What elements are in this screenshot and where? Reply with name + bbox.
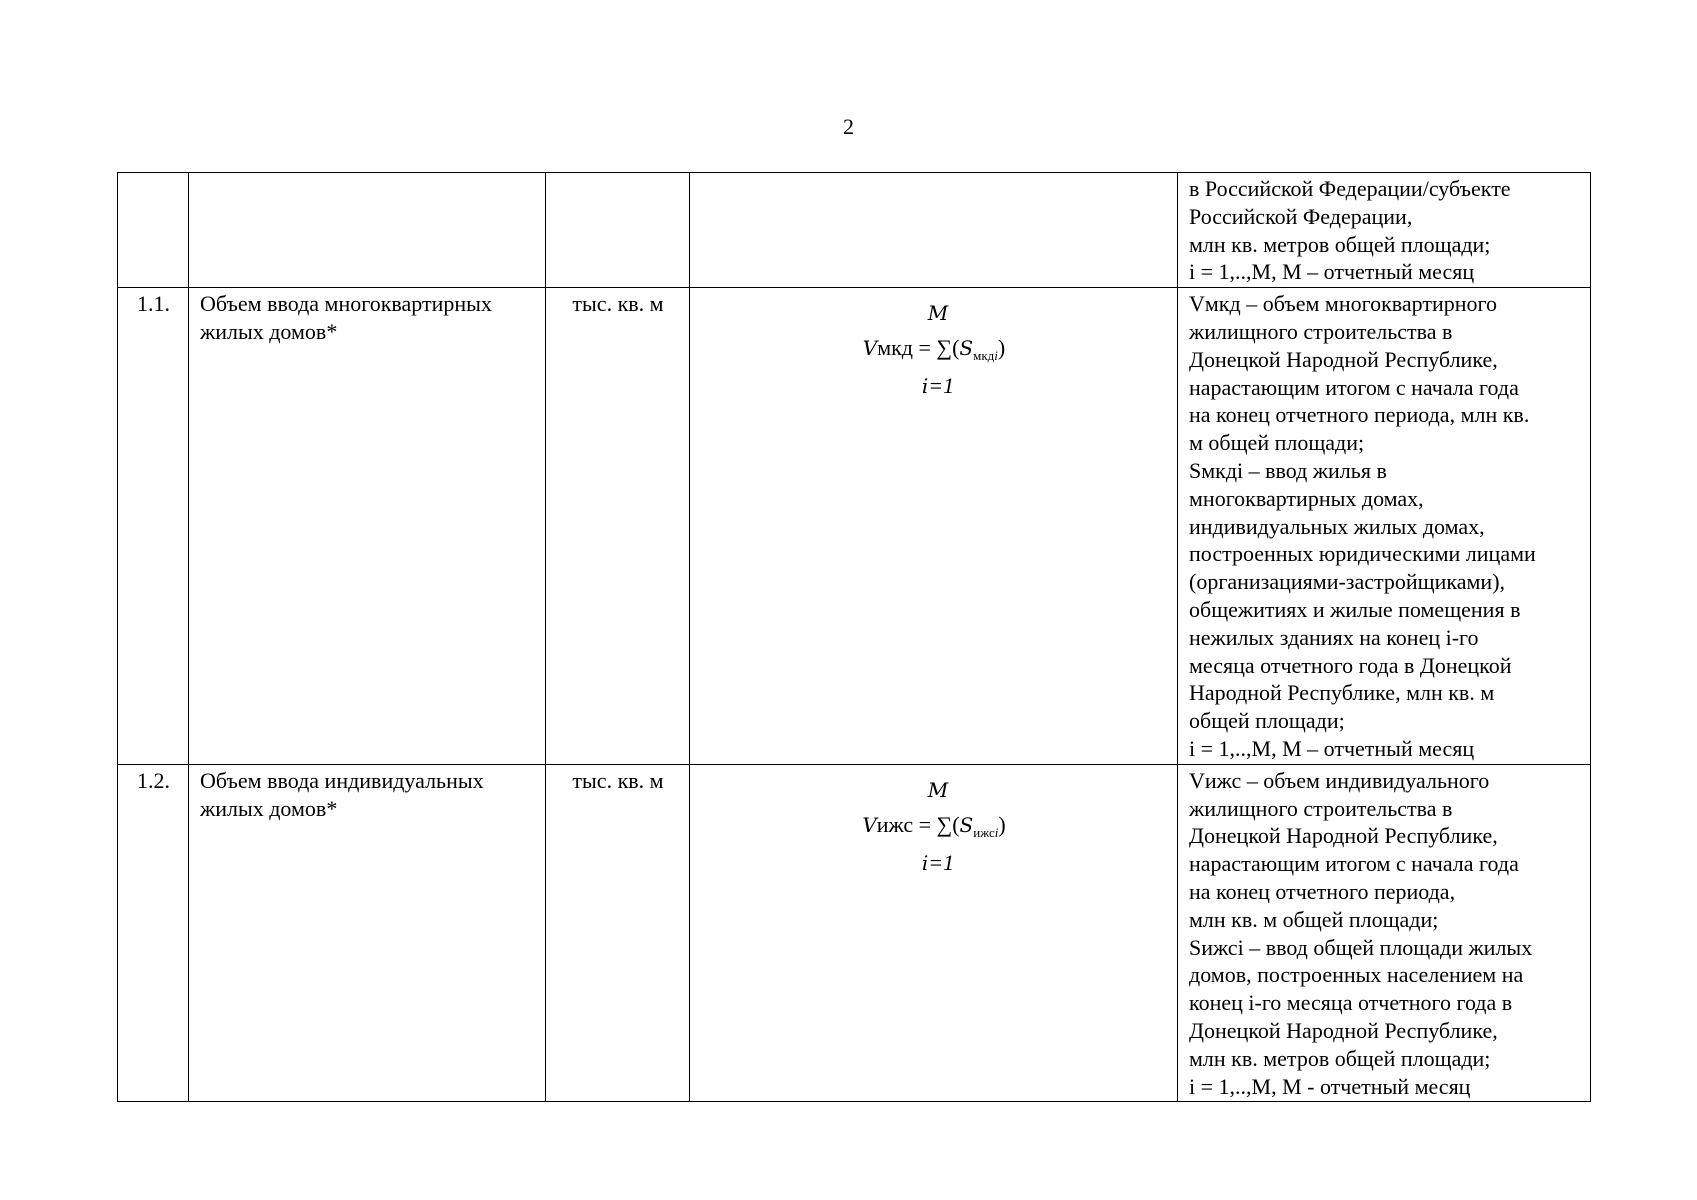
formula-upper-limit: M	[927, 301, 949, 326]
table-row-1-1	[118, 288, 1591, 765]
formula-main-line	[701, 805, 1167, 848]
description-line: Sмкдi – ввод жилья в	[1189, 457, 1387, 483]
cell-number: 1.1.	[118, 288, 189, 765]
formula-subscript-text: мкд	[973, 348, 995, 364]
formula-main-line	[701, 328, 1167, 371]
formula-lower-limit	[701, 848, 1167, 878]
formula-lower-limit	[701, 371, 1167, 401]
description-line: месяца отчетного года в Донецкой	[1189, 652, 1512, 678]
description-line: i = 1,..,M, М – отчетный месяц	[1189, 735, 1475, 761]
description-line: Vижс – объем индивидуального	[1189, 767, 1490, 793]
formula-lhs-variable: V	[862, 812, 877, 837]
cell-number	[118, 173, 189, 288]
formula-subscript-text: ижс	[973, 824, 995, 840]
cell-unit: тыс. кв. м	[546, 288, 690, 765]
name-line: Объем ввода многоквартирных	[200, 291, 492, 317]
description-line: i = 1,..,M, М – отчетный месяц	[1189, 259, 1475, 285]
description-line: общежитиях и жилые помещения в	[1189, 596, 1521, 622]
formula-lower-text: =1	[928, 373, 955, 399]
description-line: млн кв. м общей площади;	[1189, 906, 1439, 932]
formula-subscript	[973, 825, 998, 840]
description-line: Народной Республике, млн кв. м	[1189, 680, 1495, 706]
name-line: жилых домов*	[200, 318, 338, 344]
cell-number: 1.2.	[118, 764, 189, 1102]
formula-mkd	[701, 290, 1167, 401]
description-line: построенных юридическими лицами	[1189, 541, 1536, 567]
formula-sum-variable: S	[959, 812, 974, 837]
description-line: на конец отчетного периода,	[1189, 878, 1456, 904]
formula-izhs	[701, 767, 1167, 878]
description-line: млн кв. метров общей площади;	[1189, 231, 1491, 257]
formula-lower-variable: i	[921, 374, 929, 399]
formula-lhs-variable: V	[862, 336, 878, 361]
formula-lower-text: =1	[928, 849, 955, 875]
description-line: жилищного строительства в	[1189, 795, 1453, 821]
formula-lower-variable: i	[921, 850, 929, 875]
page-number: 2	[843, 114, 854, 139]
cell-name	[189, 173, 546, 288]
name-line: Объем ввода индивидуальных	[200, 767, 484, 793]
cell-formula	[690, 764, 1178, 1102]
formula-sum-variable: S	[959, 336, 974, 361]
description-line: общей площади;	[1189, 708, 1345, 734]
formula-subscript	[973, 348, 998, 363]
cell-unit: тыс. кв. м	[546, 764, 690, 1102]
cell-name	[189, 288, 546, 765]
description-line: нарастающим итогом с начала года	[1189, 374, 1519, 400]
formula-upper-limit: M	[927, 777, 949, 802]
description-line: Sижсi – ввод общей площади жилых	[1189, 934, 1533, 960]
table-row-continuation	[118, 173, 1591, 288]
description-line: нарастающим итогом с начала года	[1189, 851, 1519, 877]
cell-description	[1178, 764, 1591, 1102]
description-line: на конец отчетного периода, млн кв.	[1189, 402, 1530, 428]
indicator-table	[117, 172, 1591, 1102]
formula-close-paren: )	[997, 335, 1006, 361]
formula-subscript-index: i	[994, 348, 998, 364]
cell-formula	[690, 173, 1178, 288]
cell-name	[189, 764, 546, 1102]
description-line: нежилых зданиях на конец i-го	[1189, 624, 1479, 650]
description-line: млн кв. метров общей площади;	[1189, 1045, 1491, 1071]
formula-lhs-text: ижс = ∑(	[876, 811, 960, 837]
description-line: домов, построенных населением на	[1189, 962, 1524, 988]
cell-formula	[690, 288, 1178, 765]
name-line: жилых домов*	[200, 795, 338, 821]
formula-close-paren: )	[998, 811, 1006, 837]
description-line: Донецкой Народной Республике,	[1189, 1017, 1498, 1043]
formula-lhs-text: мкд = ∑(	[877, 335, 960, 361]
description-line: Российской Федерации,	[1189, 203, 1413, 229]
cell-description	[1178, 173, 1591, 288]
description-line: конец i-го месяца отчетного года в	[1189, 990, 1513, 1016]
description-line: i = 1,..,M, М - отчетный месяц	[1189, 1073, 1471, 1099]
description-line: (организациями-застройщиками),	[1189, 569, 1506, 595]
description-line: многоквартирных домах,	[1189, 485, 1424, 511]
cell-unit	[546, 173, 690, 288]
description-line: Vмкд – объем многоквартирного	[1189, 291, 1497, 317]
cell-description	[1178, 288, 1591, 765]
description-line: м общей площади;	[1189, 430, 1365, 456]
description-line: Донецкой Народной Республике,	[1189, 823, 1498, 849]
description-line: Донецкой Народной Республике,	[1189, 346, 1498, 372]
formula-subscript-index: i	[994, 824, 999, 840]
description-line: индивидуальных жилых домах,	[1189, 513, 1485, 539]
description-line: жилищного строительства в	[1189, 318, 1453, 344]
description-line: в Российской Федерации/субъекте	[1189, 176, 1511, 201]
table-row-1-2	[118, 764, 1591, 1102]
